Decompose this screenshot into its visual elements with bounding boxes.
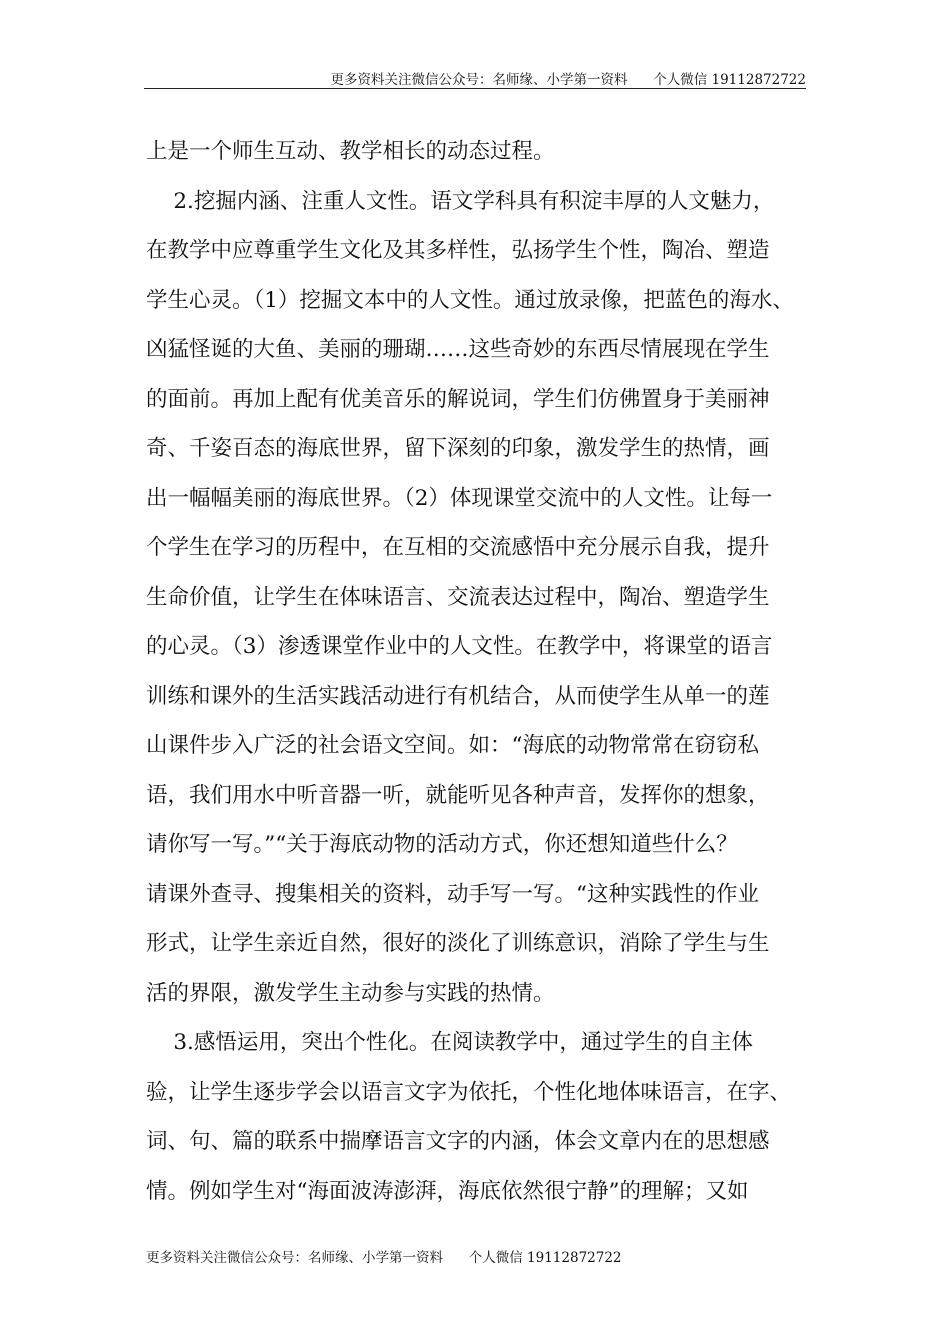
- page-header: [144, 64, 806, 89]
- document-body: [146, 134, 826, 1223]
- body-line: 凶猛怪诞的大鱼、美丽的珊瑚……这些奇妙的东西尽情展现在学生: [146, 337, 770, 362]
- body-line: 3.感悟运用，突出个性化。在阅读教学中，通过学生的自主体: [146, 1030, 753, 1055]
- body-line: 个学生在学习的历程中，在互相的交流感悟中充分展示自我，提升: [146, 535, 770, 560]
- header-text: 更多资料关注微信公众号：名师缘、小学第一资料 个人微信 19112872722: [330, 72, 806, 88]
- body-line: 训练和课外的生活实践活动进行有机结合，从而使学生从单一的莲: [146, 683, 770, 709]
- body-line: 活的界限，激发学生主动参与实践的热情。: [146, 980, 555, 1006]
- body-line: 的心灵。（3）渗透课堂作业中的人文性。在教学中，将课堂的语言: [146, 634, 773, 659]
- body-line: 请你写一写。”“关于海底动物的活动方式，你还想知道些什么？: [146, 832, 738, 857]
- body-line: 在教学中应尊重学生文化及其多样性，弘扬学生个性，陶冶、塑造: [146, 238, 770, 263]
- body-line: 的面前。再加上配有优美音乐的解说词，学生们仿佛置身于美丽神: [146, 386, 770, 412]
- body-line: 情。例如学生对“海面波涛澎湃，海底依然很宁静”的理解；又如: [146, 1178, 749, 1204]
- page-footer: 更多资料关注微信公众号：名师缘、小学第一资料 个人微信 19112872722: [146, 1250, 622, 1266]
- body-line: 生命价值，让学生在体味语言、交流表达过程中，陶冶、塑造学生: [146, 584, 770, 610]
- body-line: 上是一个师生互动、教学相长的动态过程。: [146, 139, 555, 164]
- body-line: 学生心灵。（1）挖掘文本中的人文性。通过放录像，把蓝色的海水、: [146, 287, 794, 313]
- body-line: 山课件步入广泛的社会语文空间。如：“海底的动物常常在窃窃私: [146, 733, 759, 758]
- body-line: 奇、千姿百态的海底世界，留下深刻的印象，激发学生的热情，画: [146, 436, 770, 461]
- body-line: 出一幅幅美丽的海底世界。（2）体现课堂交流中的人文性。让每一: [146, 485, 773, 511]
- body-line: 2.挖掘内涵、注重人文性。语文学科具有积淀丰厚的人文魅力，: [146, 188, 775, 214]
- body-line: 词、句、篇的联系中揣摩语言文字的内涵，体会文章内在的思想感: [146, 1129, 770, 1154]
- body-line: 语，我们用水中听音器一听，就能听见各种声音，发挥你的想象，: [146, 782, 770, 808]
- body-line: 请课外查寻、搜集相关的资料，动手写一写。“这种实践性的作业: [146, 881, 759, 907]
- body-line: 形式，让学生亲近自然，很好的淡化了训练意识，消除了学生与生: [146, 931, 770, 956]
- body-line: 验，让学生逐步学会以语言文字为依托，个性化地体味语言，在字、: [146, 1079, 792, 1105]
